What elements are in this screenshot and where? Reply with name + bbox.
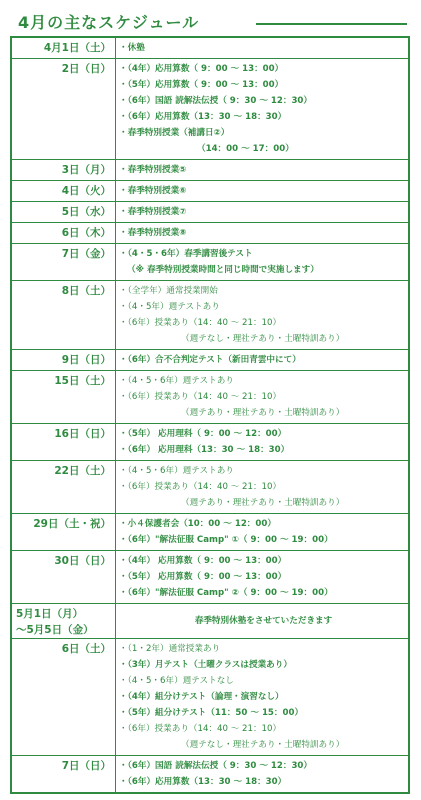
event-line: ・（6年）国語 読解法伝授（ 9：30 ～ 12：30） — [119, 96, 313, 106]
event-line: ・（5年）応用算数（ 9：00 ～ 13：00） — [119, 80, 284, 90]
event-line: ・（6年）授業あり（14：40 ～ 21：10） — [119, 392, 282, 402]
date-label: 5月1日（月） — [16, 608, 84, 620]
event-line: ・（4年）応用算数（ 9：00 ～ 13：00） — [119, 64, 284, 74]
schedule-events — [116, 38, 408, 58]
event-line: ・（全学年）通常授業開始 — [119, 286, 218, 296]
title-rule — [256, 23, 407, 25]
schedule-date — [12, 160, 116, 180]
schedule-row — [12, 424, 408, 461]
event-line: ・春季特別授業（補講日②） — [119, 128, 230, 138]
date-label-end: ～5月5日（金） — [16, 624, 94, 636]
page-header — [0, 4, 421, 34]
schedule-date — [12, 350, 116, 370]
schedule-events — [116, 350, 408, 370]
event-line: ・（4・5・6年）週テストなし — [119, 676, 234, 686]
schedule-row — [12, 461, 408, 514]
schedule-row — [12, 604, 408, 639]
schedule-date — [12, 371, 116, 423]
event-line: ・春季特別授業⑥ — [119, 186, 187, 196]
schedule-date — [12, 756, 116, 792]
event-line: ・（6年）国語 読解法伝授（ 9：30 ～ 12：30） — [119, 761, 313, 771]
schedule-events — [116, 551, 408, 603]
schedule-date — [12, 551, 116, 603]
date-label: 6日（木） — [61, 227, 111, 239]
schedule-row — [12, 551, 408, 604]
event-line: ・（3年）月テスト（土曜クラスは授業あり） — [119, 660, 292, 670]
event-line: ・（4・5・6年）春季講習後テスト — [119, 249, 253, 259]
schedule-row — [12, 514, 408, 551]
schedule-row — [12, 756, 408, 792]
event-line: ・（5年）組分けテスト（11：50 ～ 15：00） — [119, 708, 304, 718]
event-line: ・（4・5・6年）週テストあり — [119, 376, 234, 386]
event-line: ・（4・5・6年）週テストあり — [119, 466, 234, 476]
event-line: （※ 春季特別授業時間と同じ時間で実施します） — [127, 265, 319, 275]
date-label: 2日（日） — [61, 63, 111, 75]
schedule-events — [116, 639, 408, 755]
schedule-row — [12, 59, 408, 160]
schedule-row — [12, 281, 408, 350]
schedule-date — [12, 639, 116, 755]
date-label: 29日（土・祝） — [33, 518, 111, 530]
event-line: （14：00 ～ 17：00） — [197, 144, 294, 154]
event-line: （週テあり・理社テあり・土曜特訓あり） — [181, 408, 345, 418]
schedule-date — [12, 181, 116, 201]
event-line: ・（5年） 応用算数（ 9：00 ～ 13：00） — [119, 572, 287, 582]
event-line: ・（6年）応用算数（13：30 ～ 18：30） — [119, 777, 287, 787]
schedule-date — [12, 59, 116, 159]
date-label: 9日（日） — [61, 354, 111, 366]
event-line: ・（4・5年）週テストあり — [119, 302, 220, 312]
schedule-row — [12, 639, 408, 756]
page-title: 4月の主なスケジュール — [18, 13, 200, 32]
schedule-row — [12, 202, 408, 223]
schedule-date — [12, 202, 116, 222]
date-label: 30日（日） — [54, 555, 111, 567]
schedule-date — [12, 424, 116, 460]
event-line: ・（5年） 応用理科（ 9：00 ～ 12：00） — [119, 429, 287, 439]
schedule-date — [12, 604, 116, 638]
event-line: ・小４保護者会（10：00 ～ 12：00） — [119, 519, 276, 529]
schedule-events — [116, 181, 408, 201]
schedule-events — [116, 461, 408, 513]
event-line: （週テなし・理社テあり・土曜特訓あり） — [181, 740, 345, 750]
event-line: （週テなし・理社テあり・土曜特訓あり） — [181, 334, 345, 344]
event-line: ・（4年） 応用算数（ 9：00 ～ 13：00） — [119, 556, 287, 566]
schedule-row — [12, 350, 408, 371]
date-label: 6日（土） — [61, 643, 111, 655]
schedule-events — [116, 59, 408, 159]
event-line: ・（6年） 応用理科（13：30 ～ 18：30） — [119, 445, 290, 455]
event-line: ・春季特別授業⑦ — [119, 207, 187, 217]
event-line: ・春季特別授業⑧ — [119, 228, 187, 238]
schedule-events — [116, 756, 408, 792]
date-label: 22日（土） — [54, 465, 111, 477]
event-line: 春季特別休塾をさせていただきます — [194, 616, 333, 626]
schedule-events — [116, 281, 408, 349]
event-line: ・（6年）応用算数（13：30 ～ 18：30） — [119, 112, 287, 122]
date-label: 4日（火） — [61, 185, 111, 197]
event-line: ・（6年）"解法征服 Camp" ②（ 9：00 ～ 19：00） — [119, 588, 333, 598]
event-line: ・（6年）授業あり（14：40 ～ 21：10） — [119, 482, 282, 492]
schedule-date — [12, 281, 116, 349]
date-label: 5日（水） — [61, 206, 111, 218]
schedule-row — [12, 181, 408, 202]
schedule-events — [116, 514, 408, 550]
date-label: 16日（日） — [54, 428, 111, 440]
schedule-events — [116, 244, 408, 280]
schedule-events — [116, 202, 408, 222]
event-line: ・（6年）合不合判定テスト（新田青雲中にて） — [119, 355, 301, 365]
event-line: ・（4年）組分けテスト（論理・演習なし） — [119, 692, 284, 702]
schedule-row — [12, 371, 408, 424]
schedule-events — [116, 604, 408, 638]
event-line: ・（6年）"解法征服 Camp" ①（ 9：00 ～ 19：00） — [119, 535, 333, 545]
schedule-row — [12, 160, 408, 181]
event-line: ・（6年）授業あり（14：40 ～ 21：10） — [119, 724, 282, 734]
schedule-events — [116, 424, 408, 460]
schedule-events — [116, 371, 408, 423]
schedule-table — [10, 36, 410, 794]
date-label: 3日（月） — [61, 164, 111, 176]
schedule-date — [12, 461, 116, 513]
schedule-date — [12, 223, 116, 243]
schedule-date — [12, 38, 116, 58]
event-line: ・（1・2年）通常授業あり — [119, 644, 221, 654]
event-line: ・休塾 — [119, 43, 145, 53]
date-label: 15日（土） — [54, 375, 111, 387]
date-label: 7日（日） — [61, 760, 111, 772]
schedule-row — [12, 244, 408, 281]
schedule-row — [12, 38, 408, 59]
schedule-date — [12, 244, 116, 280]
event-line: （週テあり・理社テあり・土曜特訓あり） — [181, 498, 345, 508]
date-label: 8日（土） — [61, 285, 111, 297]
schedule-row — [12, 223, 408, 244]
schedule-events — [116, 160, 408, 180]
event-line: ・春季特別授業⑤ — [119, 165, 187, 175]
date-label: 7日（金） — [61, 248, 111, 260]
schedule-date — [12, 514, 116, 550]
date-label: 4月1日（土） — [43, 42, 111, 54]
schedule-events — [116, 223, 408, 243]
event-line: ・（6年）授業あり（14：40 ～ 21：10） — [119, 318, 282, 328]
